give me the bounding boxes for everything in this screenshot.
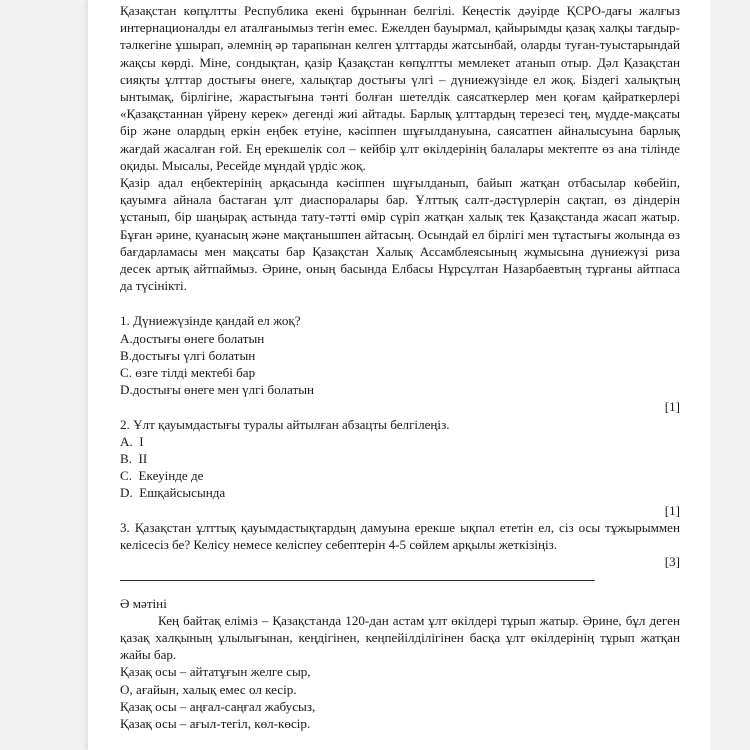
- question-1-option-a: A.достығы өнеге болатын: [120, 330, 265, 346]
- poem-line-4: Қазақ осы – ағыл-тегіл, көл-көсір.: [120, 715, 311, 731]
- question-1-option-c: C. өзге тілді мектебі бар: [120, 365, 256, 381]
- text-b-heading: Ә мәтіні: [120, 595, 167, 611]
- question-2-option-b: B. II: [120, 451, 148, 467]
- poem-line-2: О, ағайын, халық емес ол кесір.: [120, 681, 297, 697]
- question-2-option-a: A. I: [120, 433, 144, 449]
- question-2: 2. Ұлт қауымдастығы туралы айтылған абзацты белгілеңіз.: [120, 416, 450, 432]
- paragraph-2: Қазір адал еңбектерінің арқасында кәсіппен шұғылданып, байып жатқан отбасылар көбейіп, қауымға айнала бастаған ұлт диаспоралары бар. Ұлттық салт-дәстүрлерін сақтап, өз діндерін ұстанып, бір шаңырақ астында тату-тәтті өмір сүріп жатқан халық тек Қазақстанда жасап жатыр. Бұған әрине, қуанасың және мақтанышпен айтасың. Осындай ел бірлігі мен тұтастығы жолында өз бағдарламасы мен мақсаты бар Қазақстан Халық Ассамблеясының жұмысына дүниежүзі риза десек артық айтпаймыз. Әрине, оның басында Елбасы Нұрсұлтан Назарбаевтың тұрғаны айтпаса да түсінікті.: [120, 175, 680, 294]
- answer-line: [120, 580, 595, 581]
- question-3-mark: [3]: [664, 554, 680, 570]
- text-b-intro: Кең байтақ еліміз – Қазақстанда 120-дан астам ұлт өкілдері тұрып жатыр. Әрине, бұл деген қазақ халқының ұлылығынан, кеңдігінен, кеңпейілділігінен басқа ұлт өкілдерінің тұрып жатқан жайы бар.: [120, 612, 680, 663]
- question-1-mark: [1]: [664, 399, 680, 415]
- spacer: [120, 294, 680, 312]
- question-3: 3. Қазақстан ұлттық қауымдастықтардың дамуына ерекше ықпал ететін ел, сіз осы тұжырыммен келісесіз бе? Келісу немесе келіспеу себептерін 4-5 сөйлем арқылы жеткізіңіз.: [120, 519, 680, 553]
- poem-line-3: Қазақ осы – аңғал-саңғал жабусыз,: [120, 698, 316, 714]
- paragraph-1: Қазақстан көпұлтты Республика екені бұрыннан белгілі. Кеңестік дәуірде ҚСРО-дағы жалғыз интернационалды ел аталғанымыз тегін емес. Ежелден бауырмал, қайырымды қазақ халқы тағдыр-тәлкегіне ұшырап, әлемнің әр тарапынан келген ұлттарды жатсынбай, оларды туған-туыстарындай жақсы көрді. Міне, сондықтан, қазір Қазақстан көпұлтты мемлекет атанып отыр. Дәл Қазақстан сияқты ұлттар достығы өнеге, халықтар достығы үлгі – дүниежүзінде ел жоқ. Біздегі халықтың ынтымақ, бірлігіне, жарастығына тәнті болған шетелдік саясаткерлер мен қоғам қайраткерлері «Қазақстаннан үйрену керек» дегенді жиі айтады. Барлық ұлттардың терезесі тең, мүдде-мақсаты бір және олардың еркін еңбек етуіне, кәсіппен шұғылдануына, саясатпен айналысуына барлық жағдай жасалған ғой. Ең ерекшелік сол – кейбір ұлт өкілдерінің балалары мектепте өз ана тілінде оқиды. Мысалы, Ресейде мұндай үрдіс жоқ.: [120, 3, 680, 173]
- document-body: [120, 2, 680, 732]
- question-2-option-d: D. Ешқайсысында: [120, 485, 226, 501]
- question-1: 1. Дүниежүзінде қандай ел жоқ?: [120, 313, 301, 329]
- question-1-option-b: B.достығы үлгі болатын: [120, 347, 256, 363]
- question-1-option-d: D.достығы өнеге мен үлгі болатын: [120, 382, 314, 398]
- poem-line-1: Қазақ осы – айтатұғын желге сыр,: [120, 664, 311, 680]
- question-2-mark: [1]: [664, 502, 680, 518]
- question-2-option-c: C. Екеуінде де: [120, 468, 204, 484]
